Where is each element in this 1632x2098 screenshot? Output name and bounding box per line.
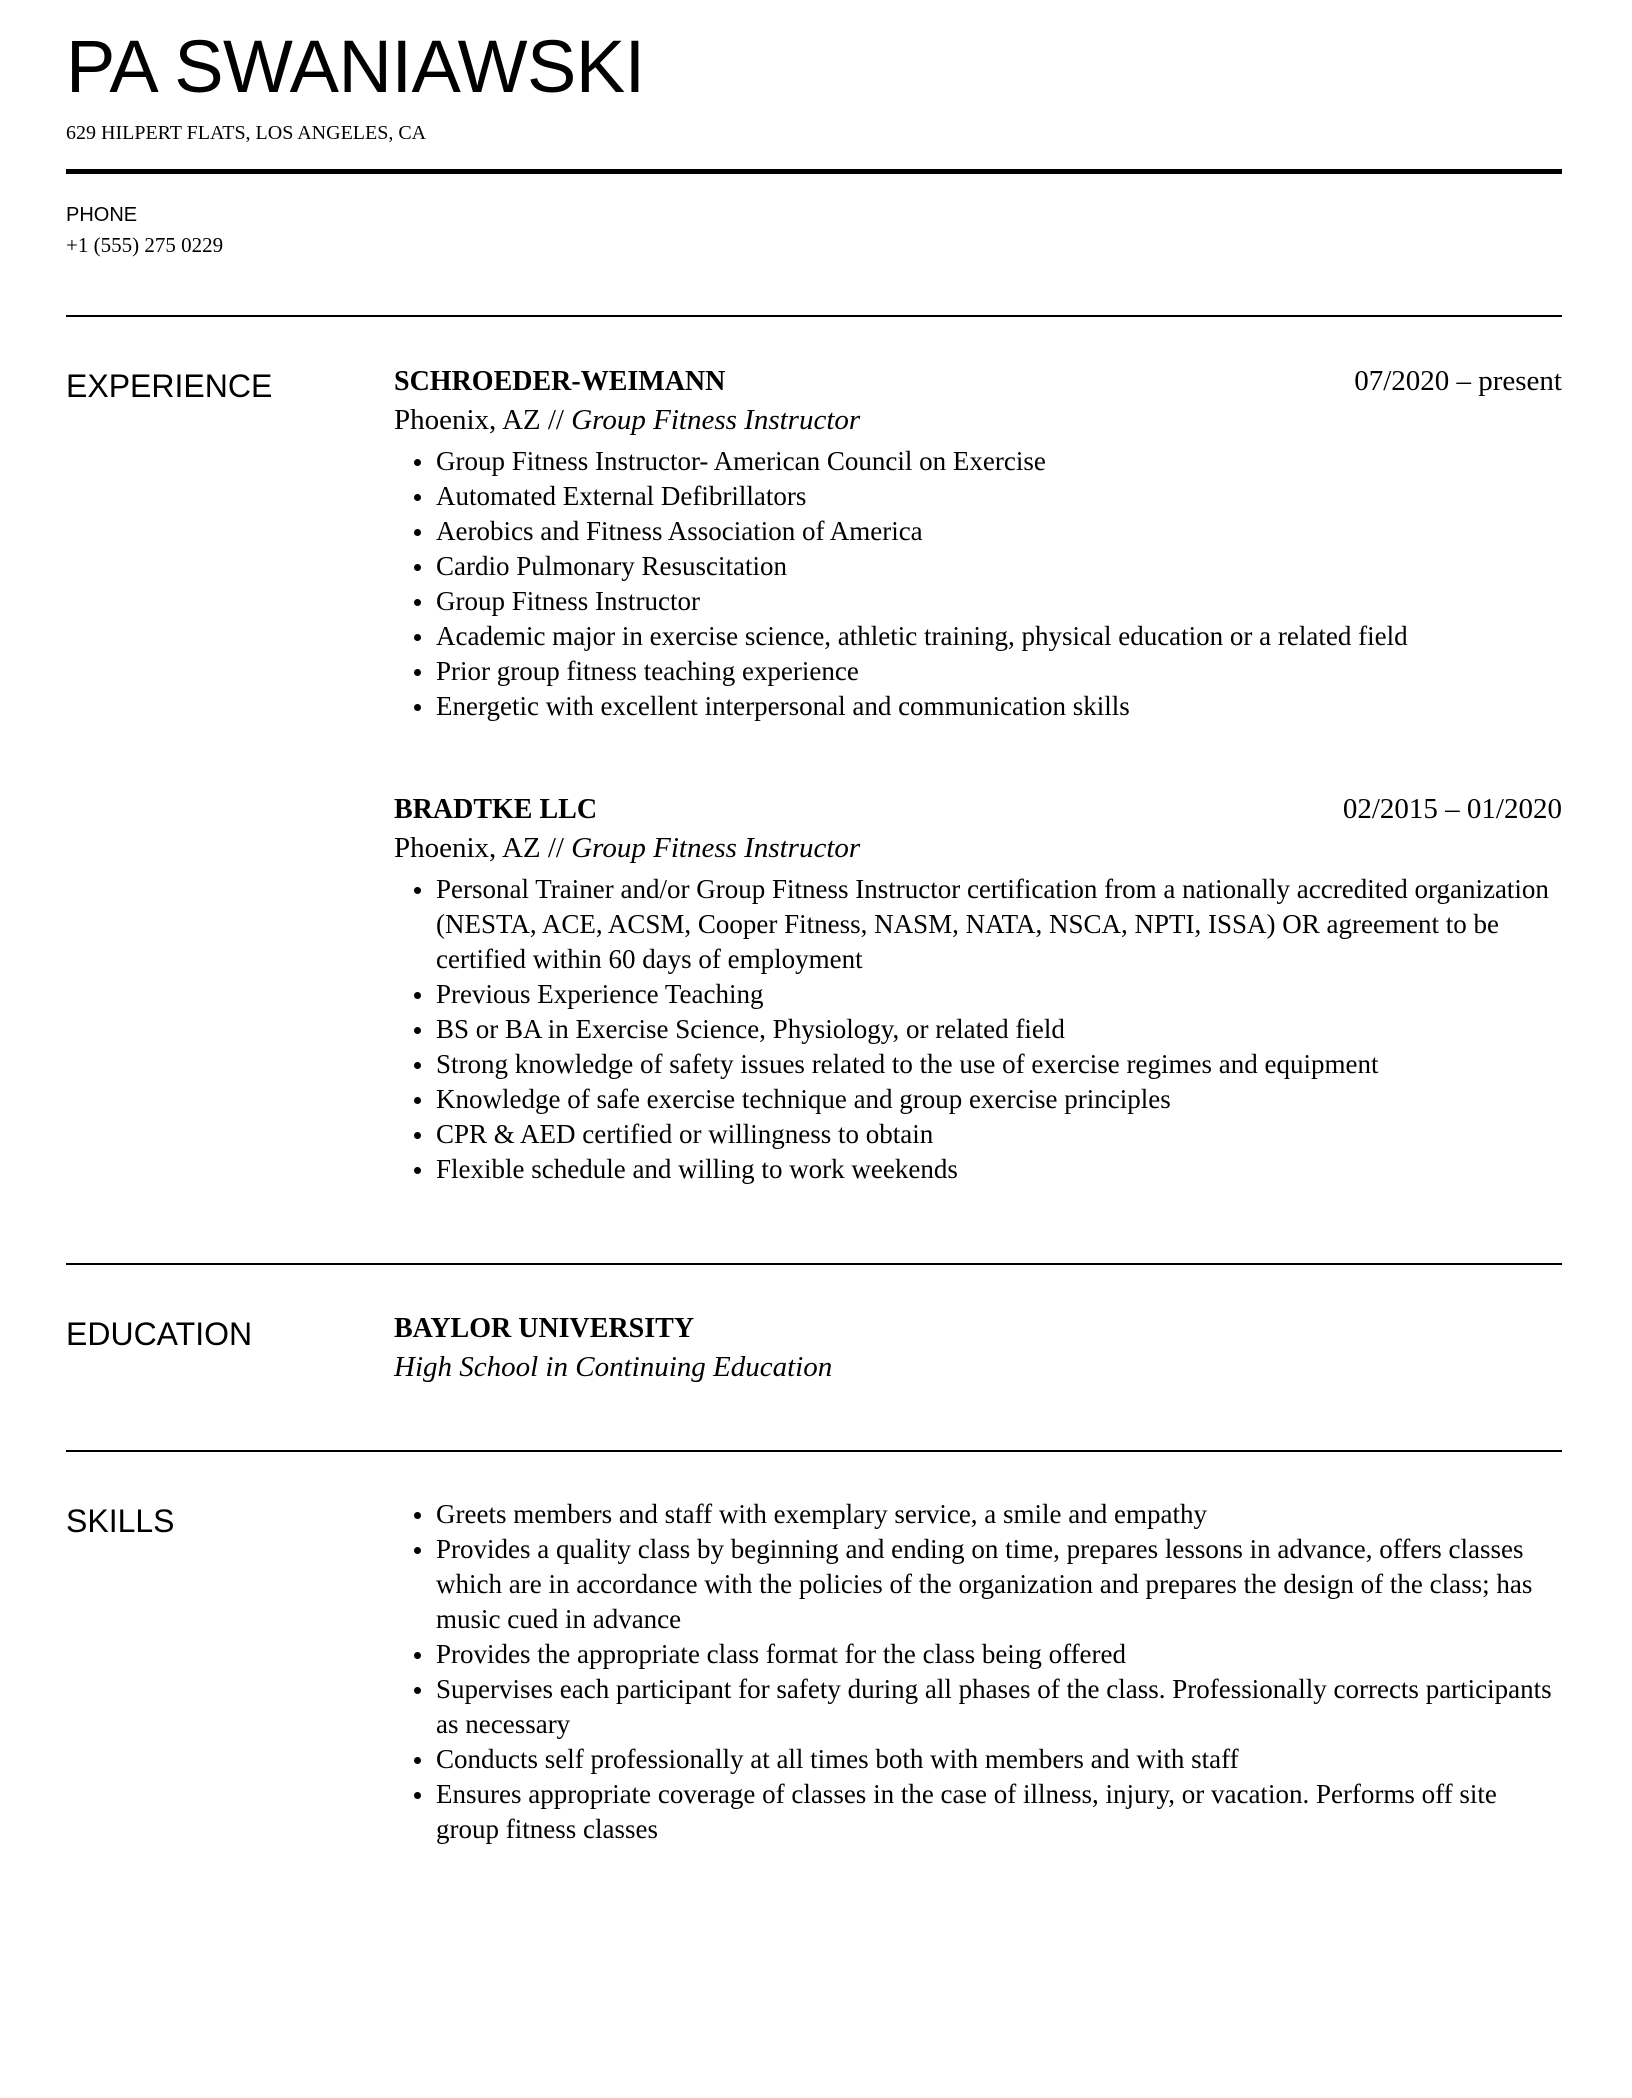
phone-label: PHONE bbox=[66, 204, 138, 226]
list-item: Ensures appropriate coverage of classes in the case of illness, injury, or vacation. Performs off site group fitness classes bbox=[436, 1777, 1562, 1847]
list-item: Previous Experience Teaching bbox=[436, 977, 1562, 1012]
job-role: Group Fitness Instructor bbox=[571, 831, 861, 864]
list-item: Aerobics and Fitness Association of America bbox=[436, 514, 1562, 549]
list-item: Strong knowledge of safety issues related to the use of exercise regimes and equipment bbox=[436, 1047, 1562, 1082]
job-location-role bbox=[394, 403, 1562, 438]
contact-block bbox=[66, 203, 223, 258]
job-header bbox=[394, 364, 1562, 399]
job-dates: 02/2015 – 01/2020 bbox=[1342, 793, 1562, 825]
education-entry bbox=[394, 1312, 1562, 1384]
job-location: Phoenix, AZ // bbox=[394, 403, 572, 436]
education-header bbox=[394, 1312, 1562, 1346]
list-item: BS or BA in Exercise Science, Physiology, or related field bbox=[436, 1012, 1562, 1047]
degree bbox=[394, 1350, 1562, 1385]
job-header bbox=[394, 792, 1562, 827]
job-bullets bbox=[394, 444, 1562, 724]
job-bullets bbox=[394, 872, 1562, 1187]
job-location: Phoenix, AZ // bbox=[394, 831, 572, 864]
candidate-name: PA SWANIAWSKI bbox=[66, 25, 645, 108]
list-item: Flexible schedule and willing to work weekends bbox=[436, 1152, 1562, 1187]
company-name: SCHROEDER-WEIMANN bbox=[394, 366, 726, 397]
job-location-role bbox=[394, 831, 1562, 866]
school-name: BAYLOR UNIVERSITY bbox=[394, 1313, 695, 1344]
list-item: Academic major in exercise science, athletic training, physical education or a related field bbox=[436, 619, 1562, 654]
list-item: Knowledge of safe exercise technique and group exercise principles bbox=[436, 1082, 1562, 1117]
skills-list bbox=[394, 1497, 1562, 1847]
list-item: Cardio Pulmonary Resuscitation bbox=[436, 549, 1562, 584]
list-item: CPR & AED certified or willingness to obtain bbox=[436, 1117, 1562, 1152]
list-item: Provides the appropriate class format for the class being offered bbox=[436, 1637, 1562, 1672]
phone-number: +1 (555) 275 0229 bbox=[66, 233, 224, 257]
degree-text: High School in Continuing Education bbox=[394, 1350, 833, 1383]
list-item: Personal Trainer and/or Group Fitness Instructor certification from a nationally accredited organization (NESTA, ACE, ACSM, Cooper Fitness, NASM, NATA, NSCA, NPTI, ISSA) OR agreement to be certified within 60 days of employment bbox=[436, 872, 1562, 977]
list-item: Provides a quality class by beginning and ending on time, prepares lessons in advance, offers classes which are in accordance with the policies of the organization and prepares the design of the class; has music cued in advance bbox=[436, 1532, 1562, 1637]
list-item: Greets members and staff with exemplary service, a smile and empathy bbox=[436, 1497, 1562, 1532]
section-divider bbox=[66, 315, 1562, 317]
header-divider bbox=[66, 169, 1562, 174]
skills-entry bbox=[394, 1497, 1562, 1847]
job-entry bbox=[394, 364, 1562, 724]
section-divider bbox=[66, 1450, 1562, 1452]
experience-title: EXPERIENCE bbox=[66, 368, 273, 404]
list-item: Conducts self professionally at all times both with members and with staff bbox=[436, 1742, 1562, 1777]
list-item: Automated External Defibrillators bbox=[436, 479, 1562, 514]
job-role: Group Fitness Instructor bbox=[571, 403, 861, 436]
list-item: Supervises each participant for safety during all phases of the class. Professionally corrects participants as necessary bbox=[436, 1672, 1562, 1742]
address: 629 HILPERT FLATS, LOS ANGELES, CA bbox=[66, 122, 427, 144]
job-dates: 07/2020 – present bbox=[1354, 365, 1562, 397]
skills-title: SKILLS bbox=[66, 1503, 175, 1539]
company-name: BRADTKE LLC bbox=[394, 794, 598, 825]
education-title: EDUCATION bbox=[66, 1316, 253, 1352]
list-item: Prior group fitness teaching experience bbox=[436, 654, 1562, 689]
list-item: Energetic with excellent interpersonal and communication skills bbox=[436, 689, 1562, 724]
list-item: Group Fitness Instructor bbox=[436, 584, 1562, 619]
section-divider bbox=[66, 1263, 1562, 1265]
job-entry bbox=[394, 792, 1562, 1187]
list-item: Group Fitness Instructor- American Council on Exercise bbox=[436, 444, 1562, 479]
